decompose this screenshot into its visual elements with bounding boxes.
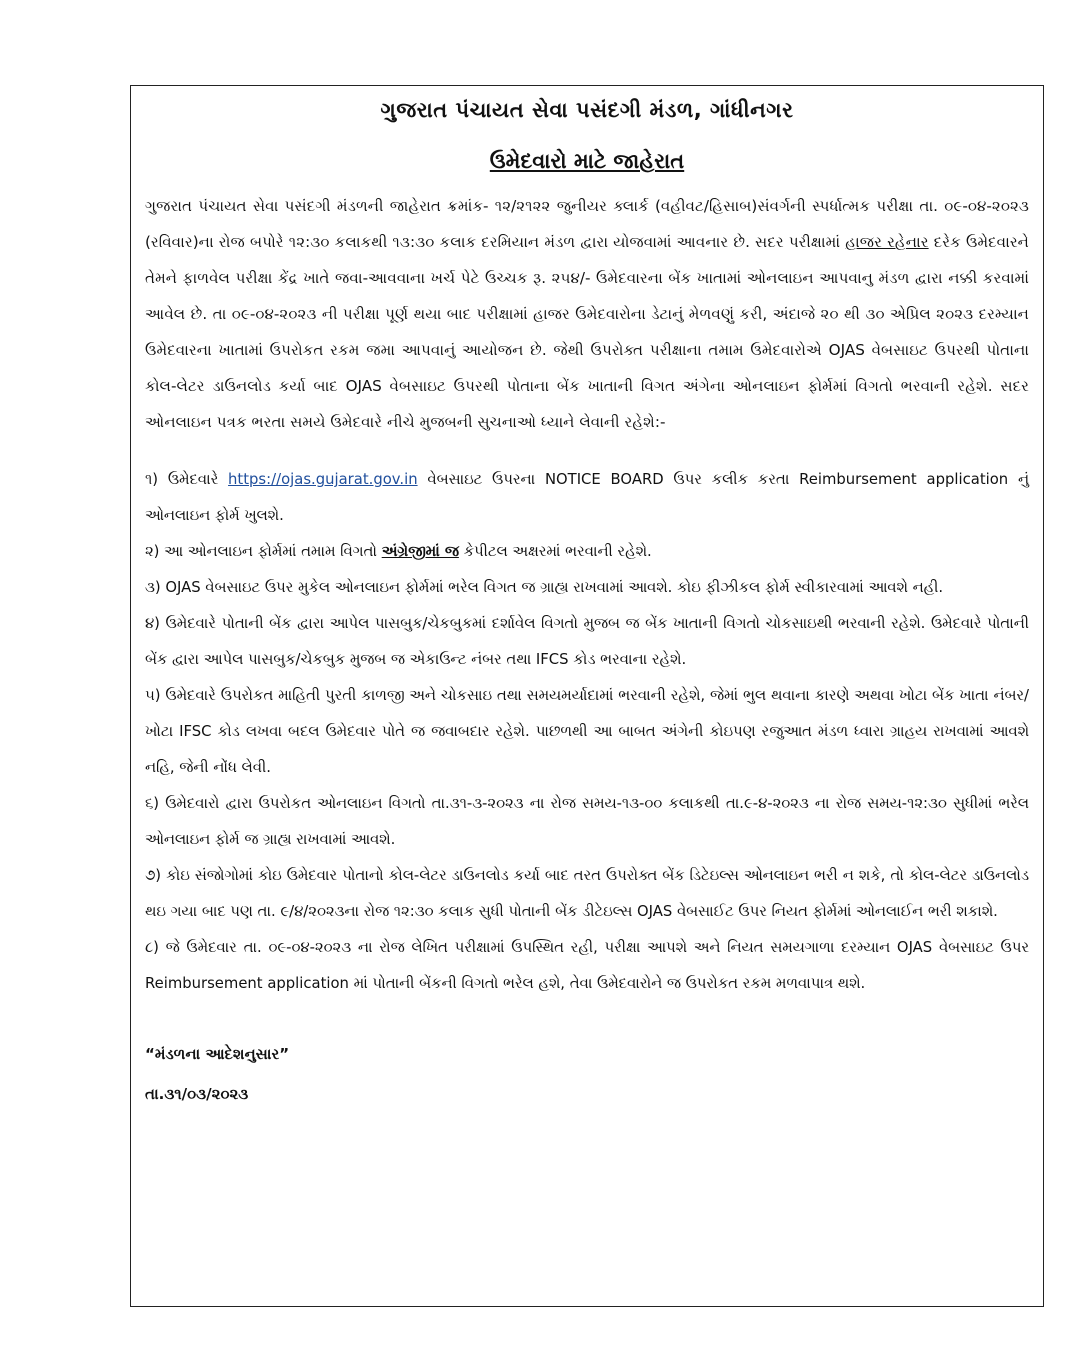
point-1-end: વેબસાઇટ ઉપરના NOTICE BOARD ઉપર કલીક કરતા Reimbursement application નું ઓનલાઇન ફોર્મ ખુલશે. — [145, 471, 1029, 524]
page-title: ગુજરાત પંચાયત સેવા પસંદગી મંડળ, ગાંધીનગર — [380, 98, 794, 122]
point-2-emphasis: અંગ્રેજીમાં જ — [381, 543, 459, 560]
list-item: ૩) OJAS વેબસાઇટ ઉપર મુકેલ ઓનલાઇન ફોર્મમાં ભરેલ વિગત જ ગ્રાહ્ય રાખવામાં આવશે. કોઇ ફીઝીકલ ફોર્મ સ્વીકારવામાં આવશે નહી. — [145, 579, 944, 596]
intro-part1: ગુજરાત પંચાયત સેવા પસંદગી મંડળની જાહેરાત ક્રમાંક- ૧૨/૨૧૨૨ જુનીયર ક્લાર્ક (વહીવટ/હિસાબ)સંવર્ગની સ્પર્ધાત્મક પરીક્ષા તા. ૦૯-૦૪-૨૦૨૩ (રવિવાર)ના રોજ બપોરે ૧૨:૩૦ કલાકથી ૧૩:૩૦ કલાક દરમિયાન મંડળ દ્વારા યોજવામાં આવનાર છે. સદર પરીક્ષામાં — [145, 197, 1029, 251]
point-1-start: ૧) ઉમેદવારે — [145, 471, 229, 488]
notice-date: તા.૩૧/૦૩/૨૦૨૩ — [145, 1085, 249, 1103]
list-item: ૫) ઉમેદવારે ઉપરોકત માહિતી પુરતી કાળજી અને ચોકસાઇ તથા સમયમર્યાદામાં ભરવાની રહેશે, જેમાં ભુલ થવાના કારણે અથવા ખોટા બેંક ખાતા નંબર/ખોટા IFSC કોડ લખવા બદલ ઉમેદવાર પોતે જ જવાબદાર રહેશે. પાછળથી આ બાબત અંગેની કોઇપણ રજુઆત મંડળ ધ્વારા ગ્રાહય રાખવામાં આવશે નહિ, જેની નોંધ લેવી. — [145, 687, 1029, 776]
list-item: ૬) ઉમેદવારો દ્વારા ઉપરોકત ઓનલાઇન વિગતો તા.૩૧-૩-૨૦૨૩ ના રોજ સમય-૧૩-૦૦ કલાકથી તા.૯-૪-૨૦૨૩ ના રોજ સમય-૧૨:૩૦ સુધીમાં ભરેલ ઓનલાઇન ફોર્મ જ ગ્રાહ્ય રાખવામાં આવશે. — [145, 795, 1029, 848]
subtitle-text: ઉમેદવારો માટે જાહેરાત — [489, 149, 685, 173]
signature-block — [145, 1034, 1029, 1114]
list-item — [145, 462, 1029, 534]
page-subtitle — [145, 149, 1029, 174]
intro-part2: દરેક ઉમેદવારને તેમને ફાળવેલ પરીક્ષા કેંદ્ર ખાતે જવા-આવવાના ખર્ચ પેટે ઉચ્ચક રૂ. ૨૫૪/- ઉમેદવારના બેંક ખાતામાં ઓનલાઇન આપવાનુ મંડળ દ્વારા નક્કી કરવામાં આવેલ છે. તા ૦૯-૦૪-૨૦૨૩ ની પરીક્ષા પૂર્ણ થયા બાદ પરીક્ષામાં હાજર ઉમેદવારોના ડેટાનું મેળવણું કરી, અંદાજે ૨૦ થી ૩૦ એપ્રિલ ૨૦૨૩ દરમ્યાન ઉમેદવારના ખાતામાં ઉપરોકત રકમ જમા આપવાનું આયોજન છે. જેથી ઉપરોક્ત પરીક્ષાના તમામ ઉમેદવારોએ OJAS વેબસાઇટ ઉપરથી પોતાના કોલ-લેટર ડાઉનલોડ કર્યા બાદ OJAS વેબસાઇટ ઉપરથી પોતાના બેંક ખાતાની વિગત અંગેના ઓનલાઇન ફોર્મમાં વિગતો ભરવાની રહેશે. સદર ઓનલાઇન પત્રક ભરતા સમયે ઉમેદવારે નીચે મુજબની સુચનાઓ ધ્યાને લેવાની રહેશે:- — [145, 233, 1029, 431]
list-item: ૭) કોઇ સંજોગોમાં કોઇ ઉમેદવાર પોતાનો કોલ-લેટર ડાઉનલોડ કર્યા બાદ તરત ઉપરોક્ત બેંક ડિટેઇલ્સ ઓનલાઇન ભરી ન શકે, તો કોલ-લેટર ડાઉનલોડ થઇ ગયા બાદ પણ તા. ૯/૪/૨૦૨૩ના રોજ ૧૨:૩૦ કલાક સુધી પોતાની બેંક ડીટેઇલ્સ OJAS વેબસાઈટ ઉપર નિયત ફોર્મમાં ઓનલાઈન ભરી શકાશે. — [145, 867, 1029, 920]
notice-frame — [130, 85, 1044, 1307]
point-2-end: કેપીટલ અક્ષરમાં ભરવાની રહેશે. — [458, 543, 652, 560]
ojas-link[interactable]: https://ojas.gujarat.gov.in — [228, 471, 418, 488]
list-item: ૪) ઉમેદવારે પોતાની બેંક દ્વારા આપેલ પાસબુક/ચેકબુકમાં દર્શાવેલ વિગતો મુજબ જ બેંક ખાતાની વિગતો ચોકસાઇથી ભરવાની રહેશે. ઉમેદવારે પોતાની બેંક દ્વારા આપેલ પાસબુક/ચેકબુક મુજબ જ એકાઉન્ટ નંબર તથા IFCS કોડ ભરવાના રહેશે. — [145, 615, 1029, 668]
instruction-list — [145, 462, 1029, 1002]
list-item: ૮) જે ઉમેદવાર તા. ૦૯-૦૪-૨૦૨૩ ના રોજ લેખિત પરીક્ષામાં ઉપસ્થિત રહી, પરીક્ષા આપશે અને નિયત સમયગાળા દરમ્યાન OJAS વેબસાઇટ ઉપર Reimbursement application માં પોતાની બેંકની વિગતો ભરેલ હશે, તેવા ઉમેદવારોને જ ઉપરોકત રકમ મળવાપાત્ર થશે. — [145, 939, 1029, 992]
intro-underlined: હાજર રહેનાર — [845, 233, 929, 251]
order-text: “મંડળના આદેશનુસાર” — [145, 1045, 290, 1063]
list-item — [145, 534, 1029, 570]
point-2-start: ૨) આ ઓનલાઇન ફોર્મમાં તમામ વિગતો — [145, 543, 382, 560]
intro-paragraph — [145, 188, 1029, 440]
notice-body — [145, 86, 1029, 1114]
